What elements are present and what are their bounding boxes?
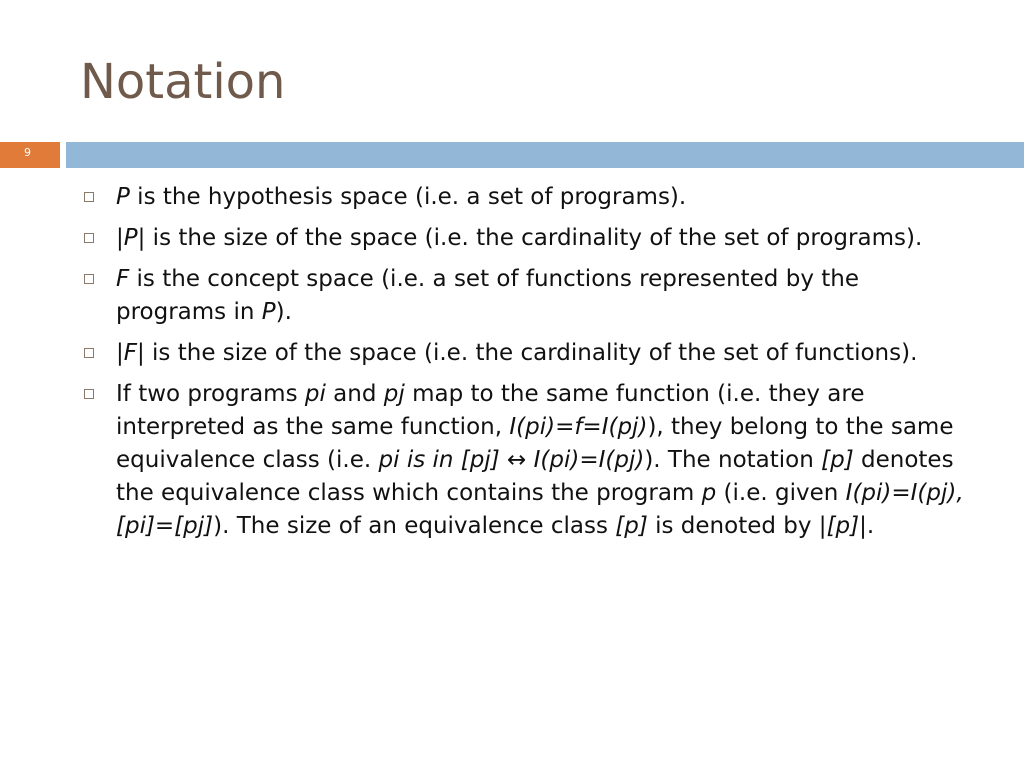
bullet-text-part: F [123, 340, 137, 366]
bullet-text-part: (i.e. given [716, 480, 846, 506]
bullet-item [84, 181, 964, 214]
bullet-text-part: pj [383, 381, 405, 407]
bullet-text-part: I(pi)=I(pj), [pi]=[pj] [116, 480, 964, 539]
slide-number-box [0, 142, 60, 168]
bullet-text-part: pi [304, 381, 326, 407]
square-bullet-icon [84, 389, 94, 399]
square-bullet-icon [84, 233, 94, 243]
bullet-item [84, 263, 964, 329]
bullet-text-part: P [123, 225, 138, 251]
bullet-text-part: |. [859, 513, 875, 539]
bullet-text-part: is the hypothesis space (i.e. a set of programs). [129, 184, 687, 210]
bullet-text-part: denotes the equivalence class which contains the program [116, 447, 954, 506]
bullet-item [84, 378, 964, 543]
bullet-text-part: [p] [615, 513, 648, 539]
bullet-text-part: ). [275, 299, 292, 325]
bullet-text-part: | is the size of the space (i.e. the cardinality of the set of programs). [137, 225, 923, 251]
bullet-text-part: | [116, 225, 124, 251]
bullet-item [84, 337, 964, 370]
bullet-text-part: [p] [826, 513, 860, 539]
bullet-text-part: ). The notation [644, 447, 822, 473]
bullet-text-part: ), they belong to the same equivalence class (i.e. [116, 414, 954, 473]
bullet-text-part: If two programs [116, 381, 305, 407]
bullet-text-part: and [325, 381, 384, 407]
bullet-item [84, 222, 964, 255]
square-bullet-icon [84, 274, 94, 284]
bullet-text-part: p [701, 480, 717, 506]
bullet-text-part: is the concept space (i.e. a set of functions represented by the programs in [116, 266, 859, 325]
bullet-text-part: ). The size of an equivalence class [213, 513, 616, 539]
square-bullet-icon [84, 192, 94, 202]
bullet-text-part: I(pi)=f=I(pj) [509, 414, 648, 440]
header-band [0, 142, 1024, 168]
bullet-text-part: | [116, 340, 124, 366]
bullet-text-part: [p] [821, 447, 854, 473]
bullet-text-part: | is the size of the space (i.e. the cardinality of the set of functions). [136, 340, 918, 366]
slide-title: Notation [80, 54, 286, 110]
bullet-text-part: F [116, 266, 130, 292]
bullet-text-part: is denoted by | [647, 513, 827, 539]
header-accent-bar [66, 142, 1024, 168]
bullet-list [84, 181, 964, 551]
bullet-text-part: P [116, 184, 130, 210]
bullet-text-part: P [261, 299, 276, 325]
slide-number: 9 [24, 146, 31, 159]
bullet-text-part: map to the same function (i.e. they are interpreted as the same function, [116, 381, 865, 440]
square-bullet-icon [84, 348, 94, 358]
bullet-text-part: pi is in [pj] ↔ I(pi)=I(pj) [378, 447, 645, 473]
